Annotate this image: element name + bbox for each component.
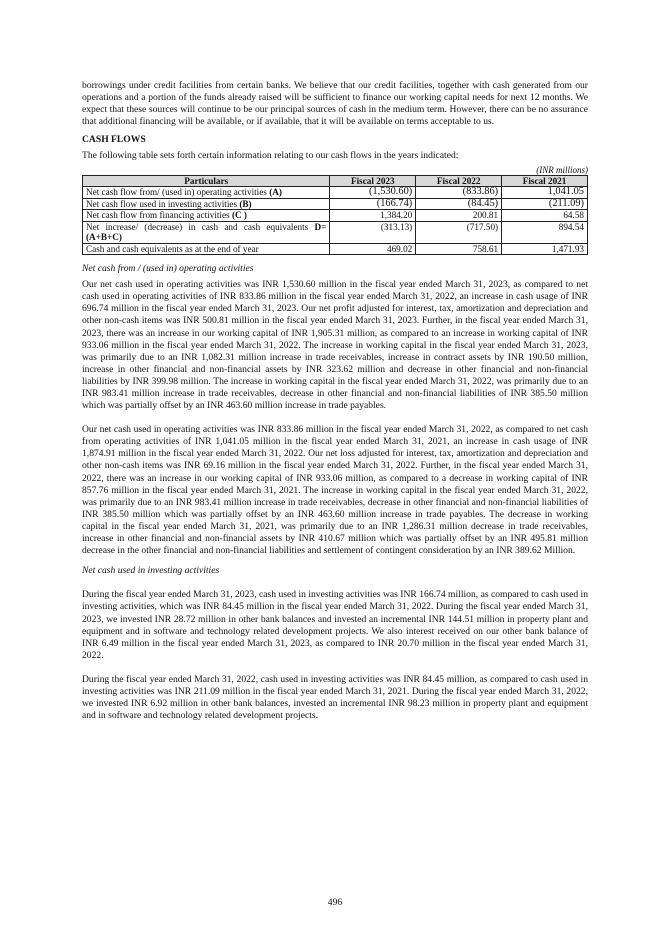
- cell-value: (313.13): [330, 221, 416, 243]
- cell-value: 200.81: [416, 210, 502, 222]
- cell-value: 469.02: [330, 243, 416, 255]
- row-label: Net cash flow from/ (used in) operating activities (A): [83, 187, 330, 199]
- operating-paragraph-2: Our net cash used in operating activities was INR 833.86 million in the fiscal year ended March 31, 2022, as compared to net cash from operating activities of INR 1,041.05 million in the fiscal year ended March 31, 2021, an increase in cash usage of INR 1,874.91 million in the fiscal year ended March 31, 2022. Our net loss adjusted for interest, tax, amortization and depreciation and other non-cash items was INR 69.16 million in the fiscal year ended March 31, 2022. Further, in the fiscal year ended March 31, 2022, there was an increase in our working capital of INR 933.06 million, as compared to a decrease in working capital of INR 857.76 million in the fiscal year ended March 31, 2021. The increase in working capital in the fiscal year ended March 31, 2022, was primarily due to an INR 983.41 million increase in trade receivables, decrease in other financial and non-financial liabilities of INR 385.50 million which was partially offset by an INR 463.60 million increase in trade payables. The decrease in working capital in the fiscal year ended March 31, 2021, was primarily due to an INR 1,286.31 million decrease in trade receivables, increase in other financial and non-financial assets by INR 410.67 million which was partially offset by an INR 495.81 million decrease in the other financial and non-financial liabilities and settlement of contingent consideration by an INR 389.62 Million.: [82, 424, 588, 557]
- cell-value: 64.58: [502, 210, 588, 222]
- table-unit-note: (INR millions): [536, 164, 588, 175]
- table-row: [83, 243, 588, 255]
- cell-value: 758.61: [416, 243, 502, 255]
- cell-value: 894.54: [502, 221, 588, 243]
- table-row: [83, 221, 588, 243]
- header-particulars: Particulars: [83, 175, 330, 187]
- investing-activities-heading: Net cash used in investing activities: [82, 565, 220, 577]
- cell-value: (833.86): [416, 187, 502, 199]
- row-label: Cash and cash equivalents as at the end of year: [83, 243, 330, 255]
- operating-paragraph-1: Our net cash used in operating activities was INR 1,530.60 million in the fiscal year ended March 31, 2023, as compared to net cash used in operating activities of INR 833.86 million in the fiscal year ended March 31, 2022, an increase in cash usage of INR 696.74 million in the fiscal year ended March 31, 2023. Our net profit adjusted for interest, tax, amortization and depreciation and other non-cash items was INR 500.81 million in the fiscal year ended March 31, 2023. Further, in the fiscal year ended March 31, 2023, there was an increase in our working capital of INR 1,905.31 million, as compared to an increase in working capital of INR 933.06 million in the fiscal year ended March 31, 2022. The increase in working capital in the fiscal year ended March 31, 2023, was primarily due to an INR 1,082.31 million increase in trade receivables, increase in contract assets by INR 190.50 million, increase in other financial and non-financial assets by INR 323.62 million and decrease in other financial and non-financial liabilities by INR 399.98 million. The increase in working capital in the fiscal year ended March 31, 2022, was primarily due to an INR 983.41 million increase in trade receivables, decrease in other financial and non-financial liabilities of INR 385.50 million which was partially offset by an INR 463.60 million increase in trade payables.: [82, 279, 588, 412]
- row-label: Net cash flow from financing activities (C ): [83, 210, 330, 222]
- header-fiscal-2022: Fiscal 2022: [416, 175, 502, 187]
- table-header-row: [83, 175, 588, 187]
- cash-flows-intro: The following table sets forth certain information relating to our cash flows in the years indicated:: [82, 150, 459, 162]
- table-row: [83, 210, 588, 222]
- operating-activities-heading: Net cash from / (used in) operating activities: [82, 263, 254, 275]
- row-label: Net increase/ (decrease) in cash and cash equivalents D=(A+B+C): [83, 221, 330, 243]
- row-label: Net cash flow used in investing activities (B): [83, 198, 330, 210]
- cash-flows-heading: CASH FLOWS: [82, 134, 146, 146]
- header-fiscal-2023: Fiscal 2023: [330, 175, 416, 187]
- investing-paragraph-2: During the fiscal year ended March 31, 2022, cash used in investing activities was INR 84.45 million, as compared to cash used in investing activities was INR 211.09 million in the fiscal year ended March 31, 2021. During the fiscal year ended March 31, 2022, we invested INR 6.92 million in other bank balances, invested an incremental INR 98.23 million in property plant and equipment and in software and technology related development projects.: [82, 673, 588, 722]
- cell-value: (166.74): [330, 198, 416, 210]
- cell-value: 1,384.20: [330, 210, 416, 222]
- cell-value: (1,530.60): [330, 187, 416, 199]
- document-page: [82, 80, 588, 722]
- cell-value: (84.45): [416, 198, 502, 210]
- cell-value: 1,471.93: [502, 243, 588, 255]
- header-fiscal-2021: Fiscal 2021: [502, 175, 588, 187]
- table-row: [83, 187, 588, 199]
- investing-paragraph-1: During the fiscal year ended March 31, 2023, cash used in investing activities was INR 166.74 million, as compared to cash used in investing activities, which was INR 84.45 million in the fiscal year ended March 31, 2022. During the fiscal year ended March 31, 2023, we invested INR 28.72 million in other bank balances and invested an incremental INR 144.51 million in property plant and equipment and in software and technology related development projects. We also interest received on our other bank balance of INR 6.49 million in the fiscal year ended March 31, 2023, as compared to INR 20.70 million in the fiscal year ended March 31, 2022.: [82, 589, 588, 661]
- cell-value: (211.09): [502, 198, 588, 210]
- cash-flows-table: [82, 175, 588, 256]
- table-row: [83, 198, 588, 210]
- cell-value: 1,041.05: [502, 187, 588, 199]
- cell-value: (717.50): [416, 221, 502, 243]
- page-number: 496: [327, 897, 343, 908]
- intro-paragraph: borrowings under credit facilities from certain banks. We believe that our credit facilities, together with cash generated from our operations and a portion of the funds already raised will be sufficient to finance our working capital needs for next 12 months. We expect that these sources will continue to be our principal sources of cash in the medium term. However, there can be no assurance that additional financing will be available, or if available, that it will be available on terms acceptable to us.: [82, 80, 588, 128]
